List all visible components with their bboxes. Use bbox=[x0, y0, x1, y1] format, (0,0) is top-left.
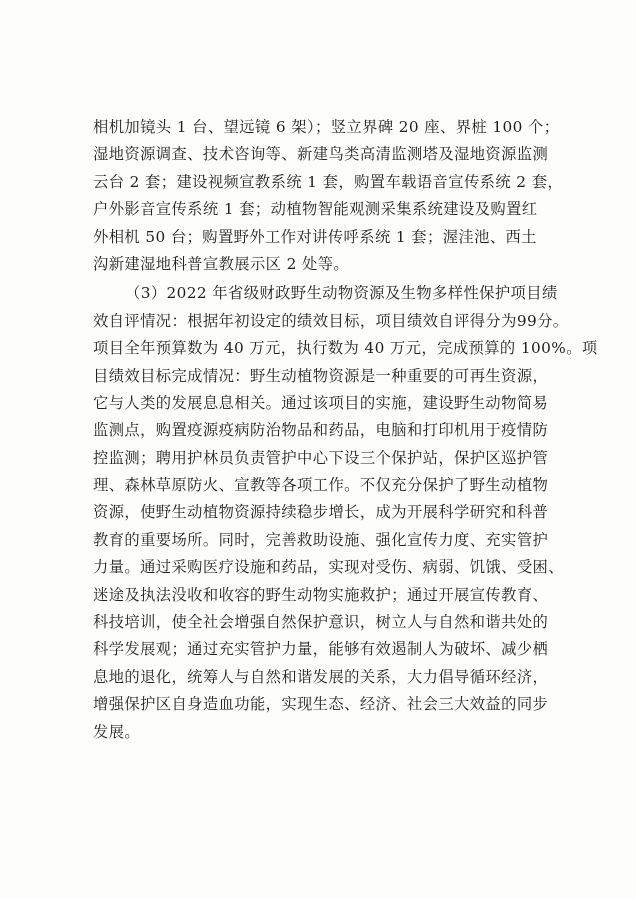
text-line: 教育的重要场所。同时，完善救助设施、强化宣传力度、充实管护 bbox=[93, 530, 549, 549]
text-line: 息地的退化，统筹人与自然和谐发展的关系，大力倡导循环经济， bbox=[93, 667, 549, 686]
text-line: 云台 2 套；建设视频宣教系统 1 套，购置车载语音宣传系统 2 套， bbox=[93, 172, 564, 191]
text-line: 理、森林草原防火、宣教等各项工作。不仅充分保护了野生动植物 bbox=[93, 476, 549, 495]
text-line: 户外影音宣传系统 1 套；动植物智能观测采集系统建设及购置红 bbox=[93, 200, 538, 219]
text-line: 它与人类的发展息息相关。通过该项目的实施，建设野生动物简易 bbox=[93, 393, 549, 412]
text-line: 控监测；聘用护林员负责管护中心下设三个保护站，保护区巡护管 bbox=[93, 448, 549, 467]
text-line: 效自评情况：根据年初设定的绩效目标，项目绩效自评得分为99分。 bbox=[93, 311, 569, 330]
text-line: 增强保护区自身造血功能，实现生态、经济、社会三大效益的同步 bbox=[93, 695, 549, 714]
text-line: 科技培训，使全社会增强自然保护意识，树立人与自然和谐共处的 bbox=[93, 613, 549, 632]
text-line: 发展。 bbox=[93, 722, 141, 741]
text-line: 湿地资源调查、技术咨询等、新建鸟类高清监测塔及湿地资源监测 bbox=[93, 145, 549, 164]
text-line: 力量。通过采购医疗设施和药品，实现对受伤、病弱、饥饿、受困、 bbox=[93, 558, 564, 577]
text-line: 监测点，购置疫源疫病防治物品和药品，电脑和打印机用于疫情防 bbox=[93, 421, 549, 440]
text-line: 沟新建湿地科普宣教展示区 2 处等。 bbox=[93, 254, 350, 273]
text-line: 迷途及执法没收和收容的野生动物实施救护；通过开展宣传教育、 bbox=[93, 585, 549, 604]
text-line: 资源，使野生动植物资源持续稳步增长，成为开展科学研究和科普 bbox=[93, 503, 549, 522]
text-line: （3）2022 年省级财政野生动物资源及生物多样性保护项目绩 bbox=[125, 284, 558, 303]
text-line: 科学发展观；通过充实管护力量，能够有效遏制人为破坏、减少栖 bbox=[93, 640, 549, 659]
text-line: 目绩效目标完成情况：野生动植物资源是一种重要的可再生资源， bbox=[93, 366, 549, 385]
paragraph-2 bbox=[93, 280, 598, 746]
body-text bbox=[93, 114, 598, 746]
paragraph-1 bbox=[93, 114, 564, 278]
text-line: 相机加镜头 1 台、望远镜 6 架）；竖立界碑 20 座、界桩 100 个； bbox=[93, 118, 560, 136]
text-line: 外相机 50 台；购置野外工作对讲传呼系统 1 套；渥洼池、西土 bbox=[93, 227, 537, 246]
text-line: 项目全年预算数为 40 万元，执行数为 40 万元，完成预算的 100%。项 bbox=[93, 339, 598, 358]
